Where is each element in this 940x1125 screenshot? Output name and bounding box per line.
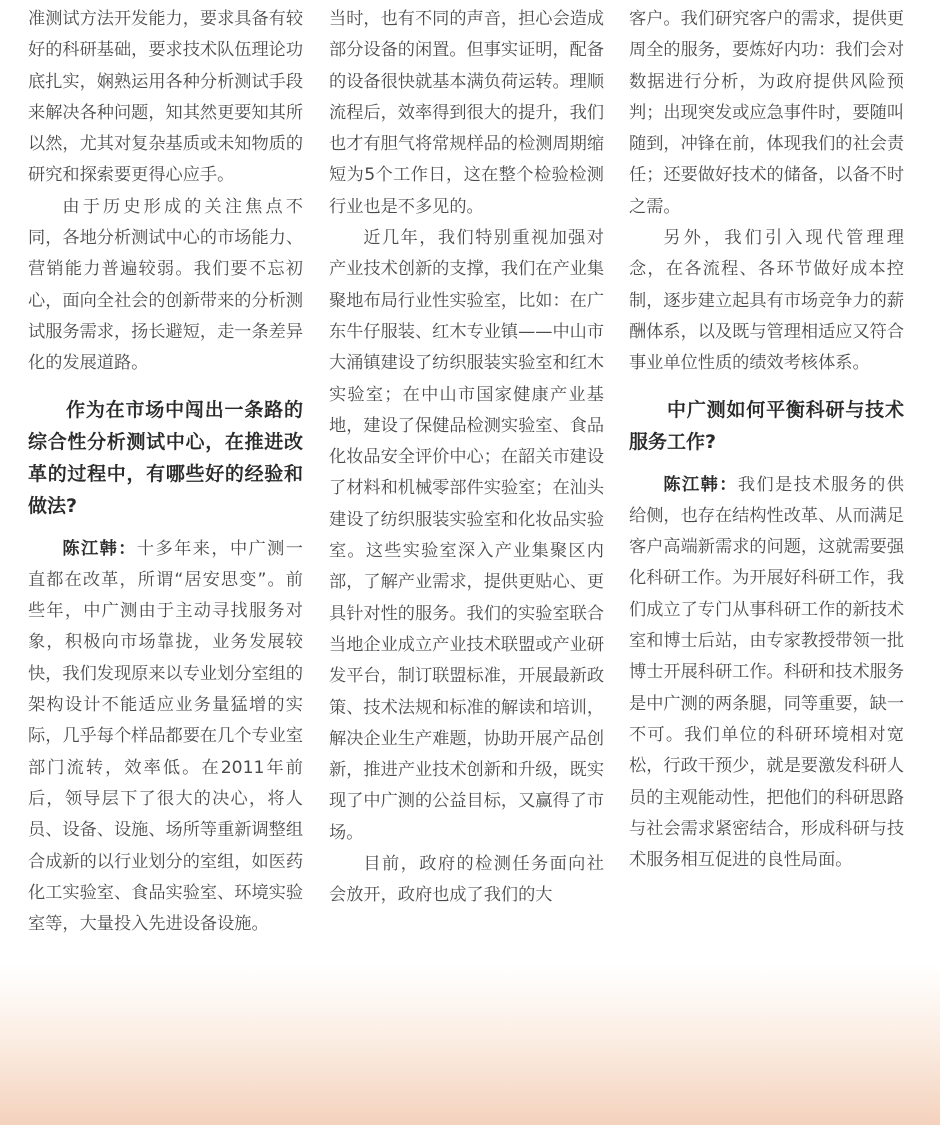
article-column-3	[629, 4, 904, 876]
answer-text: 十多年来，中广测一直都在改革，所谓“居安思变”。前些年，中广测由于主动寻找服务对象，积极向市场靠拢，业务发展较快，我们发现原来以专业划分室组的架构设计不能适应业务量猛增的实际，几乎每个样品都要在几个专业室部门流转，效率低。在2011年前后，领导层下了很大的决心，将人员、设备、设施、场所等重新调整组合成新的以行业划分的室组，如医药化工实验室、食品实验室、环境实验室等，大量投入先进设备设施。	[28, 538, 304, 935]
article-column-1	[28, 4, 303, 940]
paragraph: 当时，也有不同的声音，担心会造成部分设备的闲置。但事实证明，配备的设备很快就基本满负荷运转。理顺流程后，效率得到很大的提升，我们也才有胆气将常规样品的检测周期缩短为5个工作日，这在整个检验检测行业也是不多见的。	[329, 9, 605, 217]
page-bottom-gradient	[0, 965, 940, 1125]
question-heading: 中广测如何平衡科研与技术服务工作?	[629, 398, 904, 453]
paragraph: 客户。我们研究客户的需求，提供更周全的服务，要炼好内功：我们会对数据进行分析，为政府提供风险预判；出现突发或应急事件时，要随叫随到，冲锋在前，体现我们的社会责任；还要做好技术的储备，以备不时之需。	[629, 9, 905, 217]
speaker-name: 陈江韩：	[62, 538, 137, 559]
answer-text: 我们是技术服务的供给侧，也存在结构性改革、从而满足客户高端新需求的问题，这就需要强化科研工作。为开展好科研工作，我们成立了专门从事科研工作的新技术室和博士后站，由专家教授带领一批博士开展科研工作。科研和技术服务是中广测的两条腿，同等重要，缺一不可。我们单位的科研环境相对宽松，行政干预少，就是要激发科研人员的主观能动性，把他们的科研思路与社会需求紧密结合，形成科研与技术服务相互促进的良性局面。	[629, 474, 905, 871]
paragraph: 另外，我们引入现代管理理念，在各流程、各环节做好成本控制，逐步建立起具有市场竞争力的薪酬体系，以及既与管理相适应又符合事业单位性质的绩效考核体系。	[629, 228, 905, 374]
paragraph: 目前，政府的检测任务面向社会放开，政府也成了我们的大	[329, 854, 604, 906]
paragraph: 准测试方法开发能力，要求具备有较好的科研基础，要求技术队伍理论功底扎实，娴熟运用各种分析测试手段来解决各种问题，知其然更要知其所以然，尤其对复杂基质或未知物质的研究和探索要更得心应手。	[28, 9, 304, 186]
question-heading: 作为在市场中闯出一条路的综合性分析测试中心，在推进改革的过程中，有哪些好的经验和做法?	[28, 398, 303, 517]
speaker-name: 陈江韩：	[663, 474, 738, 495]
paragraph: 由于历史形成的关注焦点不同，各地分析测试中心的市场能力、营销能力普遍较弱。我们要不忘初心，面向全社会的创新带来的分析测试服务需求，扬长避短，走一条差异化的发展道路。	[28, 196, 304, 374]
answer-paragraph	[28, 534, 303, 941]
answer-paragraph	[629, 470, 904, 877]
article-column-2	[329, 4, 604, 912]
paragraph: 近几年，我们特别重视加强对产业技术创新的支撑，我们在产业集聚地布局行业性实验室，比如：在广东牛仔服装、红木专业镇——中山市大涌镇建设了纺织服装实验室和红木实验室；在中山市国家健康产业基地，建设了保健品检测实验室、食品化妆品安全评价中心；在韶关市建设了材料和机械零部件实验室；在汕头建设了纺织服装实验室和化妆品实验室。这些实验室深入产业集聚区内部，了解产业需求，提供更贴心、更具针对性的服务。我们的实验室联合当地企业成立产业技术联盟或产业研发平台，制订联盟标准，开展最新政策、技术法规和标准的解读和培训，解决企业生产难题，协助开展产品创新，推进产业技术创新和升级，既实现了中广测的公益目标，又赢得了市场。	[329, 228, 605, 843]
